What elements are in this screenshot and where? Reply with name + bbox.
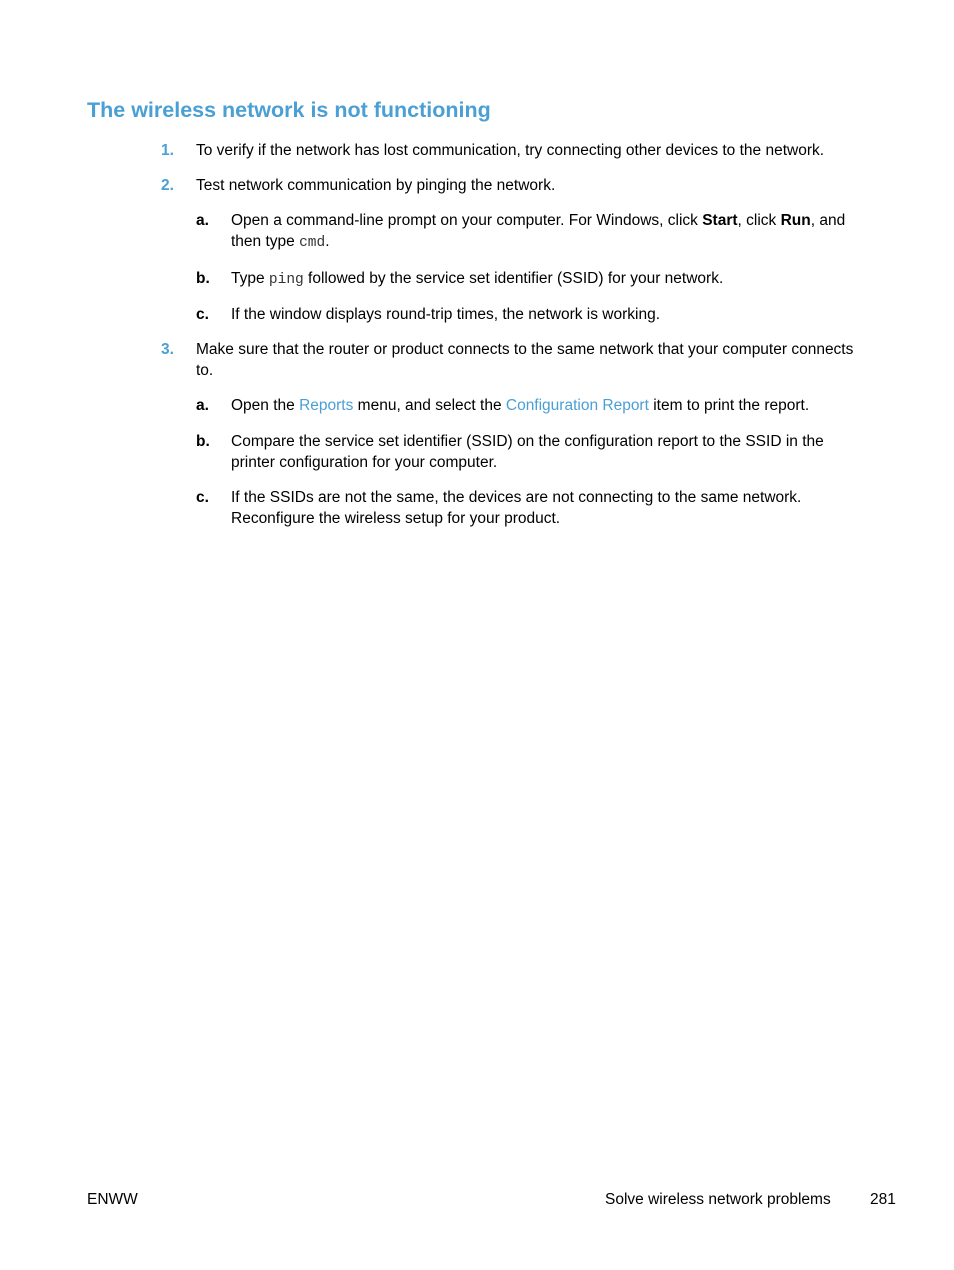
substep-text: If the window displays round-trip times, the network is working.	[231, 306, 661, 323]
text-run: .	[325, 233, 330, 250]
step-number: 2.	[161, 177, 174, 194]
page-title: The wireless network is not functioning	[87, 98, 491, 122]
text-run: then type	[231, 233, 300, 250]
text-run: , click	[737, 212, 781, 229]
start-label: Start	[702, 212, 738, 229]
text-line: Reconfigure the wireless setup for your product.	[231, 510, 561, 527]
substep-text	[231, 395, 881, 416]
text-line: If the SSIDs are not the same, the devices are not connecting to the same network.	[231, 489, 802, 506]
substep-letter: a.	[196, 212, 209, 229]
substep-letter: b.	[196, 270, 210, 287]
step-number: 1.	[161, 142, 174, 159]
substep-text	[231, 210, 881, 254]
step-text: To verify if the network has lost communication, try connecting other devices to the network.	[196, 142, 825, 159]
configuration-report-link[interactable]: Configuration Report	[505, 397, 649, 414]
footer-enww: ENWW	[87, 1191, 138, 1208]
text-run: menu, and select the	[353, 397, 506, 414]
text-run: Open the	[231, 397, 300, 414]
text-line: printer configuration for your computer.	[231, 454, 498, 471]
substep-letter: c.	[196, 489, 209, 506]
substep-text	[231, 487, 881, 529]
step-number: 3.	[161, 341, 174, 358]
text-run: Open a command-line prompt on your computer. For Windows, click	[231, 212, 703, 229]
text-run: , and	[810, 212, 846, 229]
run-label: Run	[780, 212, 811, 229]
footer-section-title: Solve wireless network problems	[605, 1191, 831, 1208]
text-run: followed by the service set identifier (SSID) for your network.	[303, 270, 724, 287]
substep-letter: a.	[196, 397, 209, 414]
reports-link[interactable]: Reports	[299, 397, 354, 414]
substep-text	[231, 268, 881, 291]
code-ping: ping	[268, 272, 304, 288]
text-line: Make sure that the router or product connects to the same network that your computer connects	[196, 341, 854, 358]
substep-letter: c.	[196, 306, 209, 323]
text-line: Compare the service set identifier (SSID) on the configuration report to the SSID in the	[231, 433, 824, 450]
text-line: to.	[196, 362, 214, 379]
page-number: 281	[870, 1191, 896, 1208]
text-run: Type	[231, 270, 269, 287]
code-cmd: cmd	[299, 235, 326, 251]
substep-text	[231, 431, 881, 473]
substep-letter: b.	[196, 433, 210, 450]
text-run: item to print the report.	[648, 397, 810, 414]
step-text: Test network communication by pinging the network.	[196, 177, 556, 194]
step-text	[196, 339, 886, 381]
